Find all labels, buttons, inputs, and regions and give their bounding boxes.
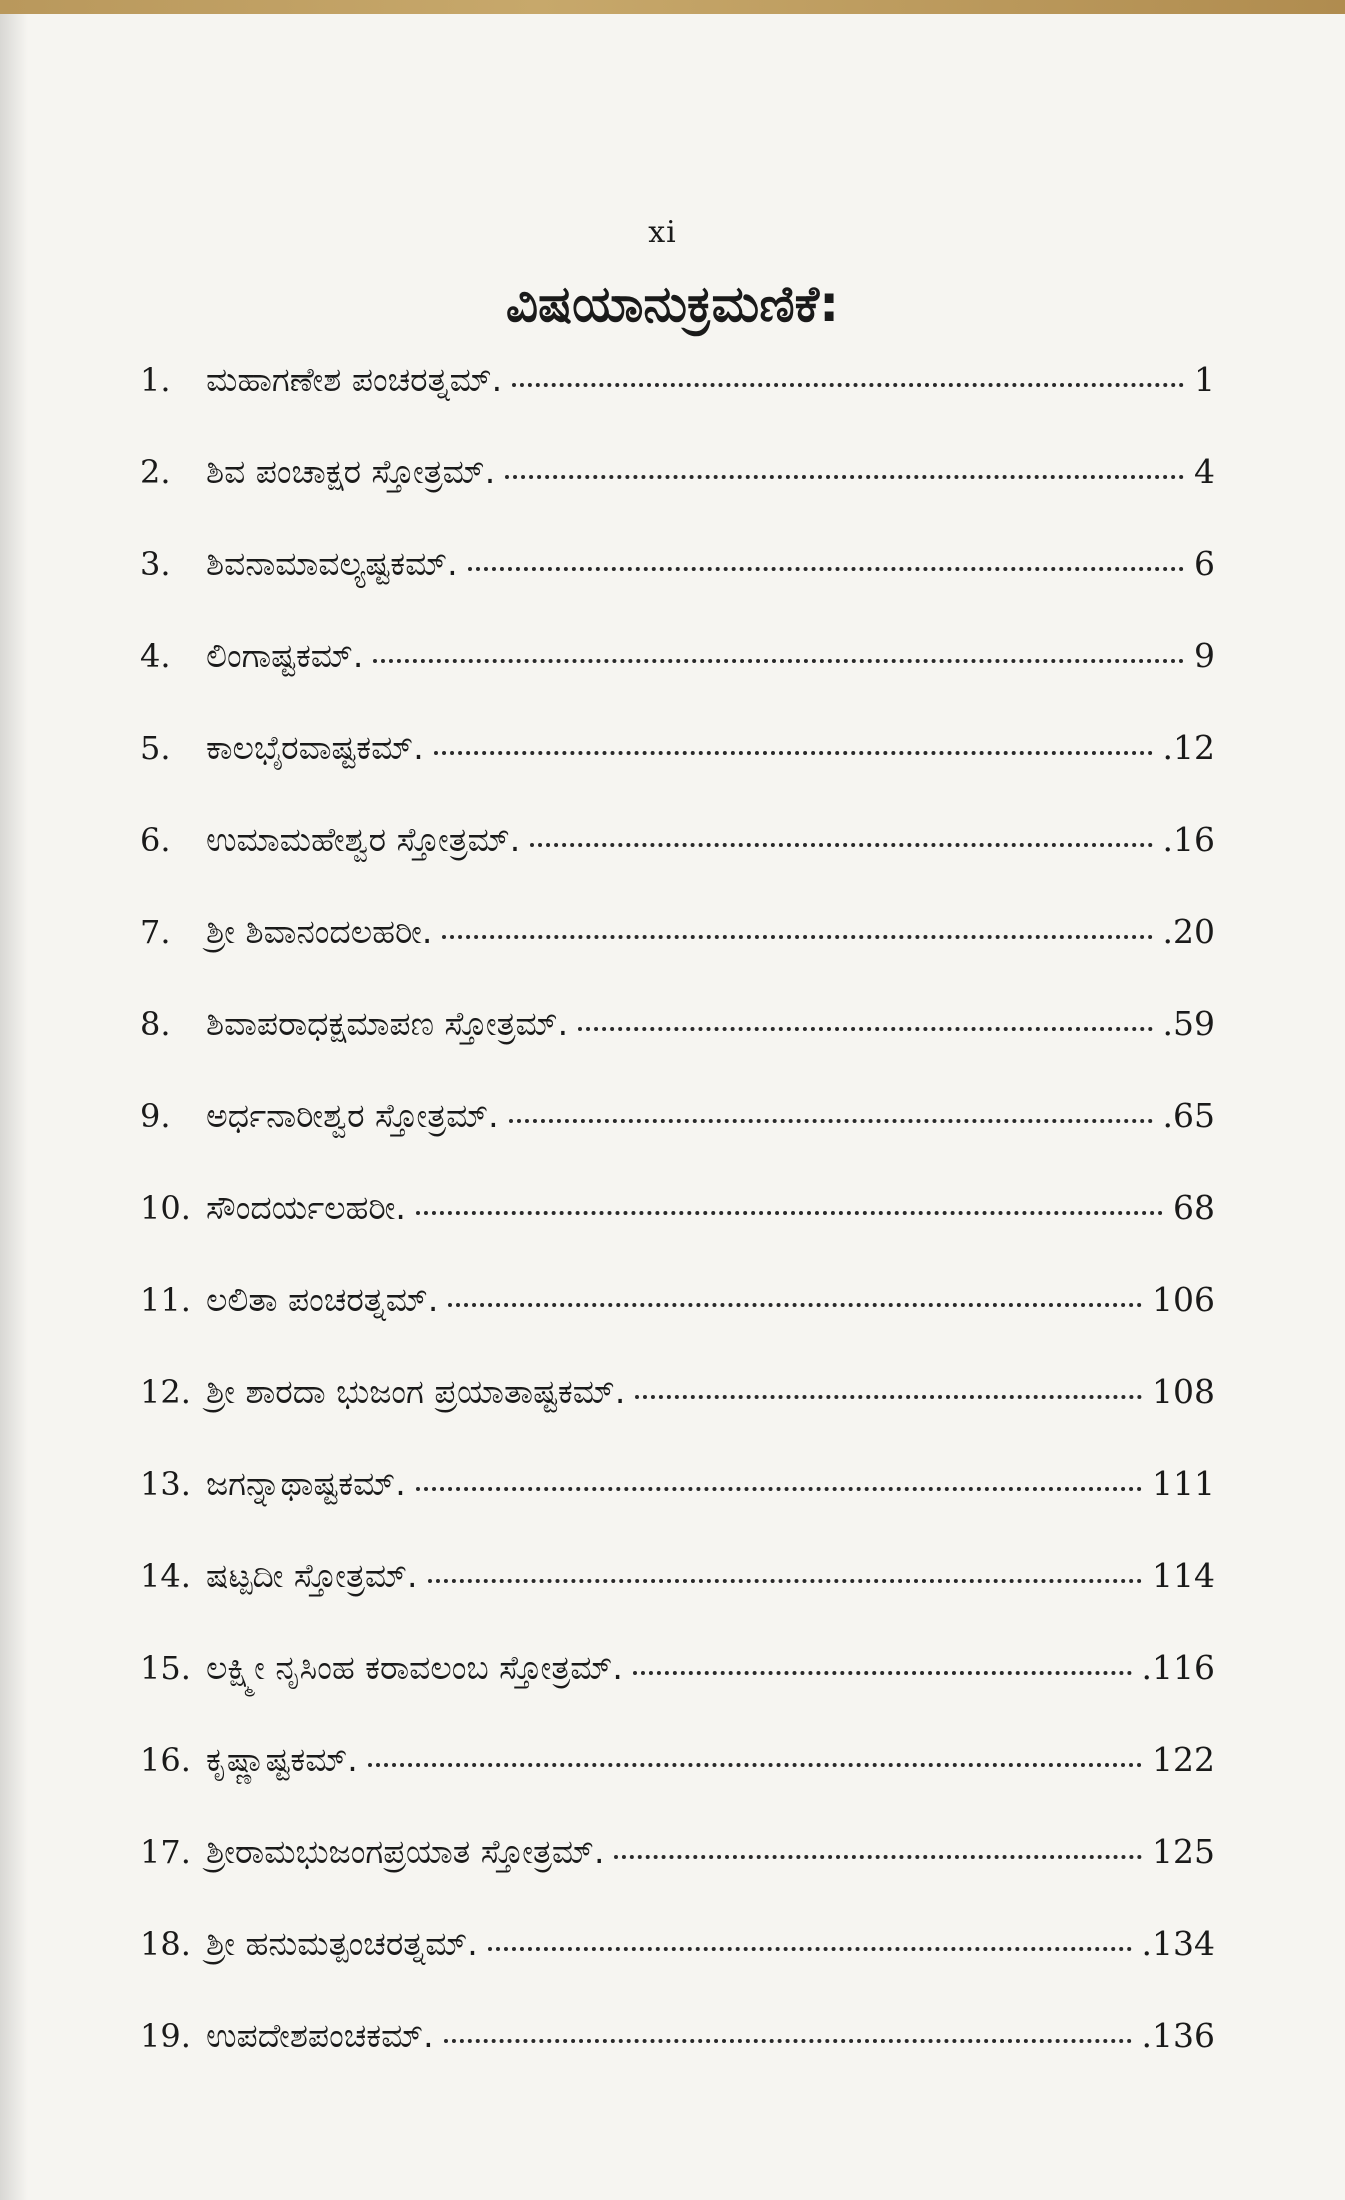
toc-entry-page: 114 (1152, 1556, 1215, 1595)
toc-entry-number: 19. (140, 2017, 191, 2055)
toc-entry-page: .136 (1141, 2016, 1215, 2055)
toc-entry-title: ಶ್ರೀ ಹನುಮತ್ಪಂಚರತ್ನಮ್. (206, 1924, 478, 1963)
toc-entry-title: ಮಹಾಗಣೇಶ ಪಂಚರತ್ನಮ್. (206, 360, 503, 399)
toc-entry (140, 1556, 1215, 1648)
toc-entry-page: .116 (1141, 1648, 1215, 1687)
toc-entry-number: 5. (140, 729, 171, 767)
toc-entry-number: 3. (140, 545, 171, 583)
dotted-leader (509, 1119, 1153, 1123)
toc-entry (140, 1372, 1215, 1464)
dotted-leader (614, 1855, 1142, 1859)
dotted-leader (468, 567, 1184, 571)
toc-entry-page: 106 (1152, 1280, 1215, 1319)
dotted-leader (444, 2039, 1132, 2043)
toc-entry-page: 68 (1173, 1188, 1215, 1227)
dotted-leader (416, 1487, 1142, 1491)
toc-entry-title: ಲಲಿತಾ ಪಂಚರತ್ನಮ್. (206, 1280, 439, 1319)
toc-entry-title: ಉಮಾಮಹೇಶ್ವರ ಸ್ತೋತ್ರಮ್. (206, 820, 521, 859)
toc-entry-page: 4 (1194, 452, 1215, 491)
page-number: xi (648, 215, 677, 250)
toc-entry-page: 122 (1152, 1740, 1215, 1779)
toc-entry-page: 111 (1152, 1464, 1215, 1503)
toc-entry-number: 10. (140, 1189, 191, 1227)
toc-entry-page: .16 (1162, 820, 1215, 859)
toc-entry (140, 1924, 1215, 2016)
dotted-leader (578, 1027, 1152, 1031)
toc-entry-title: ಶ್ರೀರಾಮಭುಜಂಗಪ್ರಯಾತ ಸ್ತೋತ್ರಮ್. (206, 1832, 605, 1871)
dotted-leader (428, 1579, 1143, 1583)
toc-entry-page: 125 (1152, 1832, 1215, 1871)
toc-entry-number: 2. (140, 453, 171, 491)
toc-entry (140, 636, 1215, 728)
dotted-leader (368, 1763, 1142, 1767)
toc-entry (140, 544, 1215, 636)
toc-entry-title: ಸೌಂದರ್ಯಲಹರೀ. (206, 1188, 406, 1227)
toc-entry (140, 1188, 1215, 1280)
toc-entry (140, 1740, 1215, 1832)
toc-entry-number: 6. (140, 821, 171, 859)
toc-entry-page: .65 (1162, 1096, 1215, 1135)
toc-entry-title: ಶ್ರೀ ಶಿವಾನಂದಲಹರೀ. (206, 912, 433, 951)
toc-entry-number: 1. (140, 361, 171, 399)
dotted-leader (434, 751, 1153, 755)
toc-entry-title: ಕೃಷ್ಣಾಷ್ಟಕಮ್. (206, 1740, 358, 1779)
toc-entry-number: 9. (140, 1097, 171, 1135)
toc-entry-title: ಉಪದೇಶಪಂಚಕಮ್. (206, 2016, 434, 2055)
toc-entry (140, 912, 1215, 1004)
toc-entry (140, 1832, 1215, 1924)
dotted-leader (512, 383, 1184, 387)
toc-entry-number: 12. (140, 1373, 191, 1411)
toc-entry-title: ಜಗನ್ನಾಥಾಷ್ಟಕಮ್. (206, 1464, 406, 1503)
toc-entry (140, 360, 1215, 452)
toc-entry-number: 13. (140, 1465, 191, 1503)
toc-entry-title: ಶಿವ ಪಂಚಾಕ್ಷರ ಸ್ತೋತ್ರಮ್. (206, 452, 496, 491)
toc-entry-title: ಶಿವಾಪರಾಧಕ್ಷಮಾಪಣ ಸ್ತೋತ್ರಮ್. (206, 1004, 569, 1043)
dotted-leader (633, 1671, 1132, 1675)
toc-entry (140, 452, 1215, 544)
dotted-leader (416, 1211, 1163, 1215)
toc-entry-page: 6 (1194, 544, 1215, 583)
toc-entry-number: 17. (140, 1833, 191, 1871)
dotted-leader (373, 659, 1184, 663)
toc-entry-title: ಶ್ರೀ ಶಾರದಾ ಭುಜಂಗ ಪ್ರಯಾತಾಷ್ಟಕಮ್. (206, 1372, 626, 1411)
toc-entry-title: ಕಾಲಭೈರವಾಷ್ಟಕಮ್. (206, 728, 424, 767)
toc-entry (140, 820, 1215, 912)
toc-entry-title: ಶಿವನಾಮಾವಲ್ಯಷ್ಟಕಮ್. (206, 544, 458, 583)
dotted-leader (442, 935, 1152, 939)
toc-entry (140, 728, 1215, 820)
toc-entry (140, 1464, 1215, 1556)
toc-entry-title: ಷಟ್ಪದೀ ಸ್ತೋತ್ರಮ್. (206, 1556, 418, 1595)
toc-list (140, 360, 1215, 2108)
toc-entry-number: 7. (140, 913, 171, 951)
dotted-leader (488, 1947, 1132, 1951)
dotted-leader (505, 475, 1184, 479)
toc-entry-number: 4. (140, 637, 171, 675)
toc-entry-number: 16. (140, 1741, 191, 1779)
toc-entry-number: 11. (140, 1281, 191, 1319)
toc-entry-title: ಲಕ್ಷ್ಮೀ ನೃಸಿಂಹ ಕರಾವಲಂಬ ಸ್ತೋತ್ರಮ್. (206, 1648, 623, 1687)
toc-entry (140, 1280, 1215, 1372)
toc-entry-title: ಲಿಂಗಾಷ್ಟಕಮ್. (206, 636, 364, 675)
toc-entry-page: 108 (1152, 1372, 1215, 1411)
toc-entry-number: 14. (140, 1557, 191, 1595)
dotted-leader (635, 1395, 1142, 1399)
toc-entry-page: .59 (1162, 1004, 1215, 1043)
toc-entry (140, 2016, 1215, 2108)
toc-entry-page: 9 (1194, 636, 1215, 675)
toc-entry-page: 1 (1194, 360, 1215, 399)
toc-entry-number: 15. (140, 1649, 191, 1687)
toc-entry-page: .134 (1141, 1924, 1215, 1963)
toc-entry (140, 1004, 1215, 1096)
toc-entry (140, 1648, 1215, 1740)
dotted-leader (530, 843, 1152, 847)
toc-entry-title: ಅರ್ಧನಾರೀಶ್ವರ ಸ್ತೋತ್ರಮ್. (206, 1096, 499, 1135)
toc-entry-number: 8. (140, 1005, 171, 1043)
toc-entry (140, 1096, 1215, 1188)
toc-title: ವಿಷಯಾನುಕ್ರಮಣಿಕೆ: (505, 275, 840, 333)
toc-entry-page: .20 (1162, 912, 1215, 951)
toc-entry-page: .12 (1162, 728, 1215, 767)
dotted-leader (448, 1303, 1142, 1307)
toc-entry-number: 18. (140, 1925, 191, 1963)
